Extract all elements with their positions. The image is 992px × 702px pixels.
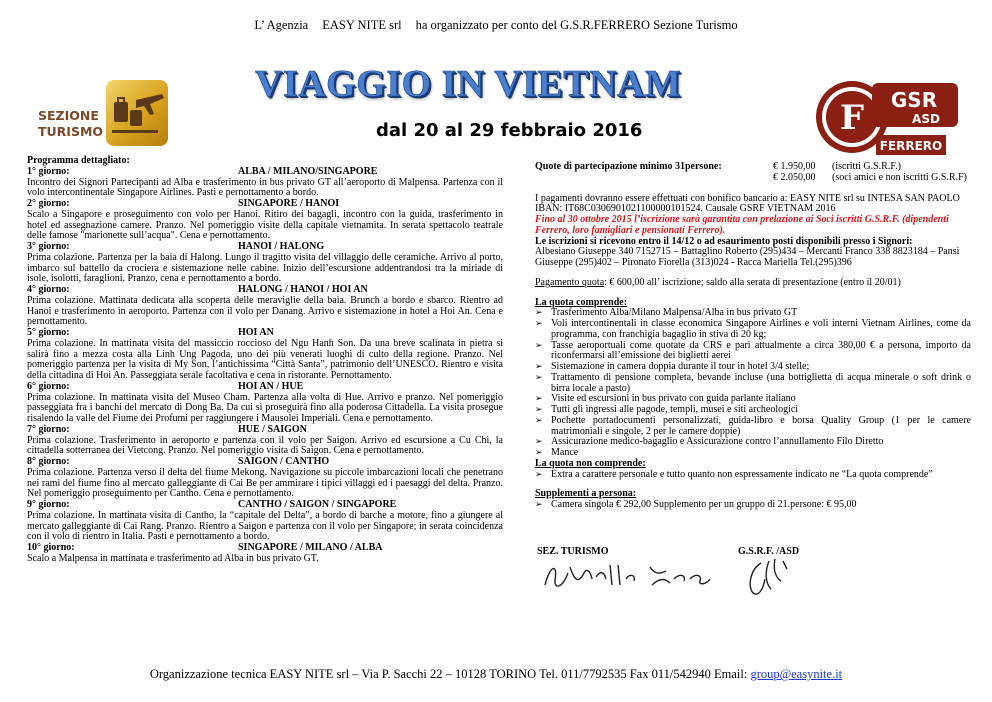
excludes-heading: La quota non comprende: [535, 457, 646, 469]
day-header [27, 167, 503, 178]
includes-list [535, 308, 971, 459]
supplements-list [535, 500, 971, 511]
excludes-list [535, 470, 971, 481]
day-number: 9° giorno: [27, 499, 70, 510]
day-description: Prima colazione. Mattinata dedicata alla scoperta delle meraviglie della baia. Brunch a bordo e sbarco. Rientro ad Hanoi e trasferimento in aeroporto. Partenza con il volo per Danang. Arrivo e sistemazione in hotel a Hoi An. Cena e pernottamento. [27, 294, 503, 328]
day-route: HUE / SAIGON [238, 423, 307, 435]
day-description: Prima colazione. Partenza per la baia di Halong. Lungo il tragitto visita del villaggio delle ceramiche. Arrivo al porto, imbarco sul battello da crociera e sistemazione nelle cabine. Inizio dell’escursione addentrandosi tra la miriade di isole, isolotti, faraglioni. Pranzo, cena e pernottamento a bordo. [27, 251, 503, 285]
day-description: Scalo a Malpensa in mattinata e trasferimento ad Alba in bus privato GT. [27, 552, 319, 564]
quote-price-1: € 1.950,00 [773, 161, 816, 172]
footer [0, 667, 992, 682]
day-number: 2° giorno: [27, 198, 70, 209]
agency-name: EASY NITE srl [322, 18, 402, 32]
sezione-turismo-logo [38, 80, 178, 148]
day-route: SAIGON / CANTHO [238, 456, 330, 467]
includes-item: ➢ Tutti gli ingressi alle pagode, templi, musei e siti archeologici [535, 405, 971, 416]
day-number: 4° giorno: [27, 284, 70, 295]
includes-item: ➢ Visite ed escursioni in bus privato con guida parlante italiano [535, 394, 971, 405]
info-section [535, 162, 971, 511]
enrollment-contacts: Albesiano Giuseppe 340 7152715 – Battaglino Roberto (295)434 – Mercanti Franco 338 8823184 – Pansi Giuseppe (295)402 – Pironato Fiorella (313)024 - Racca Mariella Tel.(295)396 [535, 246, 960, 268]
quote-label: Quote di partecipazione minimo 31persone: [535, 161, 722, 172]
quote-prices [773, 162, 825, 184]
day-number: 8° giorno: [27, 456, 70, 467]
day-number: 5° giorno: [27, 327, 70, 338]
day-description: Prima colazione. Partenza verso il delta del fiume Mekong. Navigazione su piccole imbarcazioni locali che penetrano nei rami del fiume fino al mercato galleggiante di Cai Be per ammirare i tipici villaggi ed i paesaggi del delta. Pranzo. Nel pomeriggio proseguimento per Cantho. Cena e pernottamento. [27, 466, 503, 500]
day-route: HOI AN [238, 327, 274, 338]
program-days [27, 167, 503, 565]
gsr-ferrero-logo [812, 77, 962, 165]
day-header [27, 425, 503, 436]
logo-ferrero-badge: FERRERO [879, 139, 943, 153]
includes-item: ➢ Trattamento di pensione completa, bevande incluse (una bottiglietta di acqua minerale o soft drink o birra locale a pasto) [535, 373, 971, 395]
day-description: Incontro dei Signori Partecipanti ad Alba e trasferimento in bus privato GT all’aeroporto di Malpensa. Partenza con il volo intercontinentale Singapore Airlines. Pasti e pernottamento a bordo. [27, 176, 503, 199]
day-description: Prima colazione. In mattinata visita di Cantho, la “capitale del Delta”, a bordo di barche a motore, fino a giungere al mercato galleggiante di Cai Rang. Pranzo. Rientro a Saigon e partenza con il volo per Singapore; in serata coincidenza con il volo di rientro in Italia. Pasti e pernottamento a bordo. [27, 509, 503, 543]
agency-header [0, 18, 992, 33]
payment-bank-text: I pagamenti dovranno essere effettuati con bonifico bancario a: EASY NITE srl su INTESA SAN PAOLO IBAN: IT68C0306901021100000101524. Causale GSRF VIETNAM 2016 [535, 192, 960, 215]
page-subtitle: dal 20 al 29 febbraio 2016 [376, 120, 643, 141]
day-route: CANTHO / SAIGON / SINGAPORE [238, 499, 397, 510]
supplements-item: ➢ Camera singola € 292,00 Supplemento per un gruppo di 21.persone: € 95,00 [535, 500, 971, 511]
supplements-heading: Supplementi a persona: [535, 488, 637, 500]
program-section [27, 156, 503, 565]
includes-item: ➢ Trasferimento Alba/Milano Malpensa/Alba in bus privato GT [535, 308, 971, 319]
quote-price-2: € 2.050,00 [773, 171, 816, 183]
day-number: 1° giorno: [27, 165, 70, 177]
logo-f-letter: F [839, 98, 865, 138]
day-route: HOI AN / HUE [238, 380, 304, 392]
quote-block [535, 162, 971, 184]
logo-left-line2: TURISMO [38, 124, 104, 139]
footer-text: Organizzazione tecnica EASY NITE srl – Via P. Sacchi 22 – 10128 TORINO Tel. 011/7792535 Fax 011/542940 Email: [149, 667, 751, 681]
agency-prefix: L’ Agenzia [254, 18, 309, 32]
logo-left-line1: SEZIONE [38, 108, 99, 123]
includes-item: ➢ Assicurazione medico-bagaglio e Assicurazione contro l’annullamento Filo Diretto [535, 437, 971, 448]
page-title: VIAGGIO IN VIETNAM [255, 63, 682, 105]
logo-gsr-text: GSR [890, 88, 938, 112]
footer-email-link[interactable]: group@easynite.it [750, 667, 843, 681]
includes-item: ➢ Sistemazione in camera doppia durante il tour in hotel 3/4 stelle; [535, 362, 971, 373]
deposit-label: Pagamento quota [535, 276, 605, 288]
deposit-info [535, 278, 971, 289]
quote-notes [825, 162, 967, 184]
includes-item: ➢ Voli intercontinentali in classe economica Singapore Airlines e voli interni Vietnam Airlines, come da programma, con franchigia bagaglio in stiva di 20 kg; [535, 319, 971, 341]
deposit-text: : € 600,00 all’ iscrizione; saldo alla serata di presentazione (entro il 20/01) [604, 276, 901, 288]
day-route: SINGAPORE / HANOI [238, 198, 340, 209]
day-number: 3° giorno: [27, 241, 70, 252]
day-description: Scalo a Singapore e proseguimento con volo per Hanoi. Ritiro dei bagagli, incontro con la guida, trasferimento in hotel ed assegnazione camere. Pranzo. Nel pomeriggio visite della capitale vietnamita. In serata spettacolo teatrale delle famose "marionette sull’acqua". Cena e pernottamento. [27, 208, 503, 242]
day-description: Prima colazione. In mattinata visita del Museo Cham. Partenza alla volta di Hue. Arrivo e pranzo. Nel pomeriggio passeggiata fra i banchi del mercato di Dong Ba. Da cui si proseguirà fino alla poderosa Cittadella. La visita prosegue risalendo la valle del Fiume dei Profumi per raggiungere i Mausolei Imperiali. Cena e pernottamento. [27, 391, 503, 424]
logo-asd-text: ASD [912, 112, 940, 126]
quote-note-1: (iscritti G.S.R.F.) [832, 161, 901, 172]
excludes-item: ➢ Extra a carattere personale e tutto quanto non espressamente indicato ne “La quota comprende” [535, 470, 971, 481]
day-route: HALONG / HANOI / HOI AN [238, 284, 368, 295]
day-description: Prima colazione. Trasferimento in aeroporto e partenza con il volo per Saigon. Arrivo ed escursione a Cu Chi, la cittadella sotterranea dei Vietcong. Pranzo. Nel pomeriggio visita di Saigon. Cena e pernottamento. [27, 434, 503, 457]
logo-left-text [38, 108, 103, 140]
includes-heading: La quota comprende: [535, 296, 628, 308]
day-header [27, 382, 503, 393]
agency-suffix: ha organizzato per conto del G.S.R.FERRERO Sezione Turismo [415, 18, 738, 32]
signature-left [540, 555, 715, 595]
day-route: SINGAPORE / MILANO / ALBA [238, 542, 383, 553]
includes-item: ➢ Mance [535, 448, 971, 459]
signature-left-label: SEZ. TURISMO [537, 546, 609, 557]
day-number: 10° giorno: [27, 542, 75, 553]
signature-right [741, 555, 801, 600]
includes-item: ➢ Pochette portadocumenti personalizzati, guida-libro e borsa Quality Group (1 per le camere matrimoniali e singole, 2 per le camere doppie) [535, 416, 971, 438]
day-number: 6° giorno: [27, 380, 70, 392]
signature-right-label: G.S.R.F. /ASD [738, 546, 800, 557]
payment-priority-note: Fino al 30 ottobre 2015 l’iscrizione sarà garantita con prelazione ai Soci iscritti G.S.R.F. (dipendenti Ferrero, loro famigliari e pensionati Ferrero). [535, 214, 949, 236]
travel-suitcase-plane-icon [106, 80, 168, 146]
day-description: Prima colazione. In mattinata visita del massiccio roccioso del Ngu Hanh Son. Da una breve scalinata in pietra si salirà fino a mezza costa alla Linh Ung Pagoda, uno dei più venerati luoghi di culto della regione. Pranzo. Nel pomeriggio partenza per la visita di My Son, l’antichissima “Città Santa”, patrimonio dell’UNESCO. Rientro e visita della cittadina di Hoi An. Passeggiata serale facoltativa e cena in ristorante. Pernottamento. [27, 337, 503, 381]
day-route: ALBA / MILANO/SINGAPORE [238, 165, 378, 177]
includes-item: ➢ Tasse aeroportuali come quotate da CRS e pari attualmente a circa 380,00 € a persona, importo da riconfermarsi all’emissione dei biglietti aerei [535, 341, 971, 363]
day-route: HANOI / HALONG [238, 241, 325, 252]
payment-info [535, 194, 971, 269]
day-number: 7° giorno: [27, 423, 70, 435]
enrollment-heading: Le iscrizioni si ricevono entro il 14/12 o ad esaurimento posti disponibili presso i Signori: [535, 235, 913, 247]
quote-note-2: (soci amici e non iscritti G.S.R.F) [832, 171, 967, 183]
program-heading: Programma dettagliato: [27, 155, 130, 166]
